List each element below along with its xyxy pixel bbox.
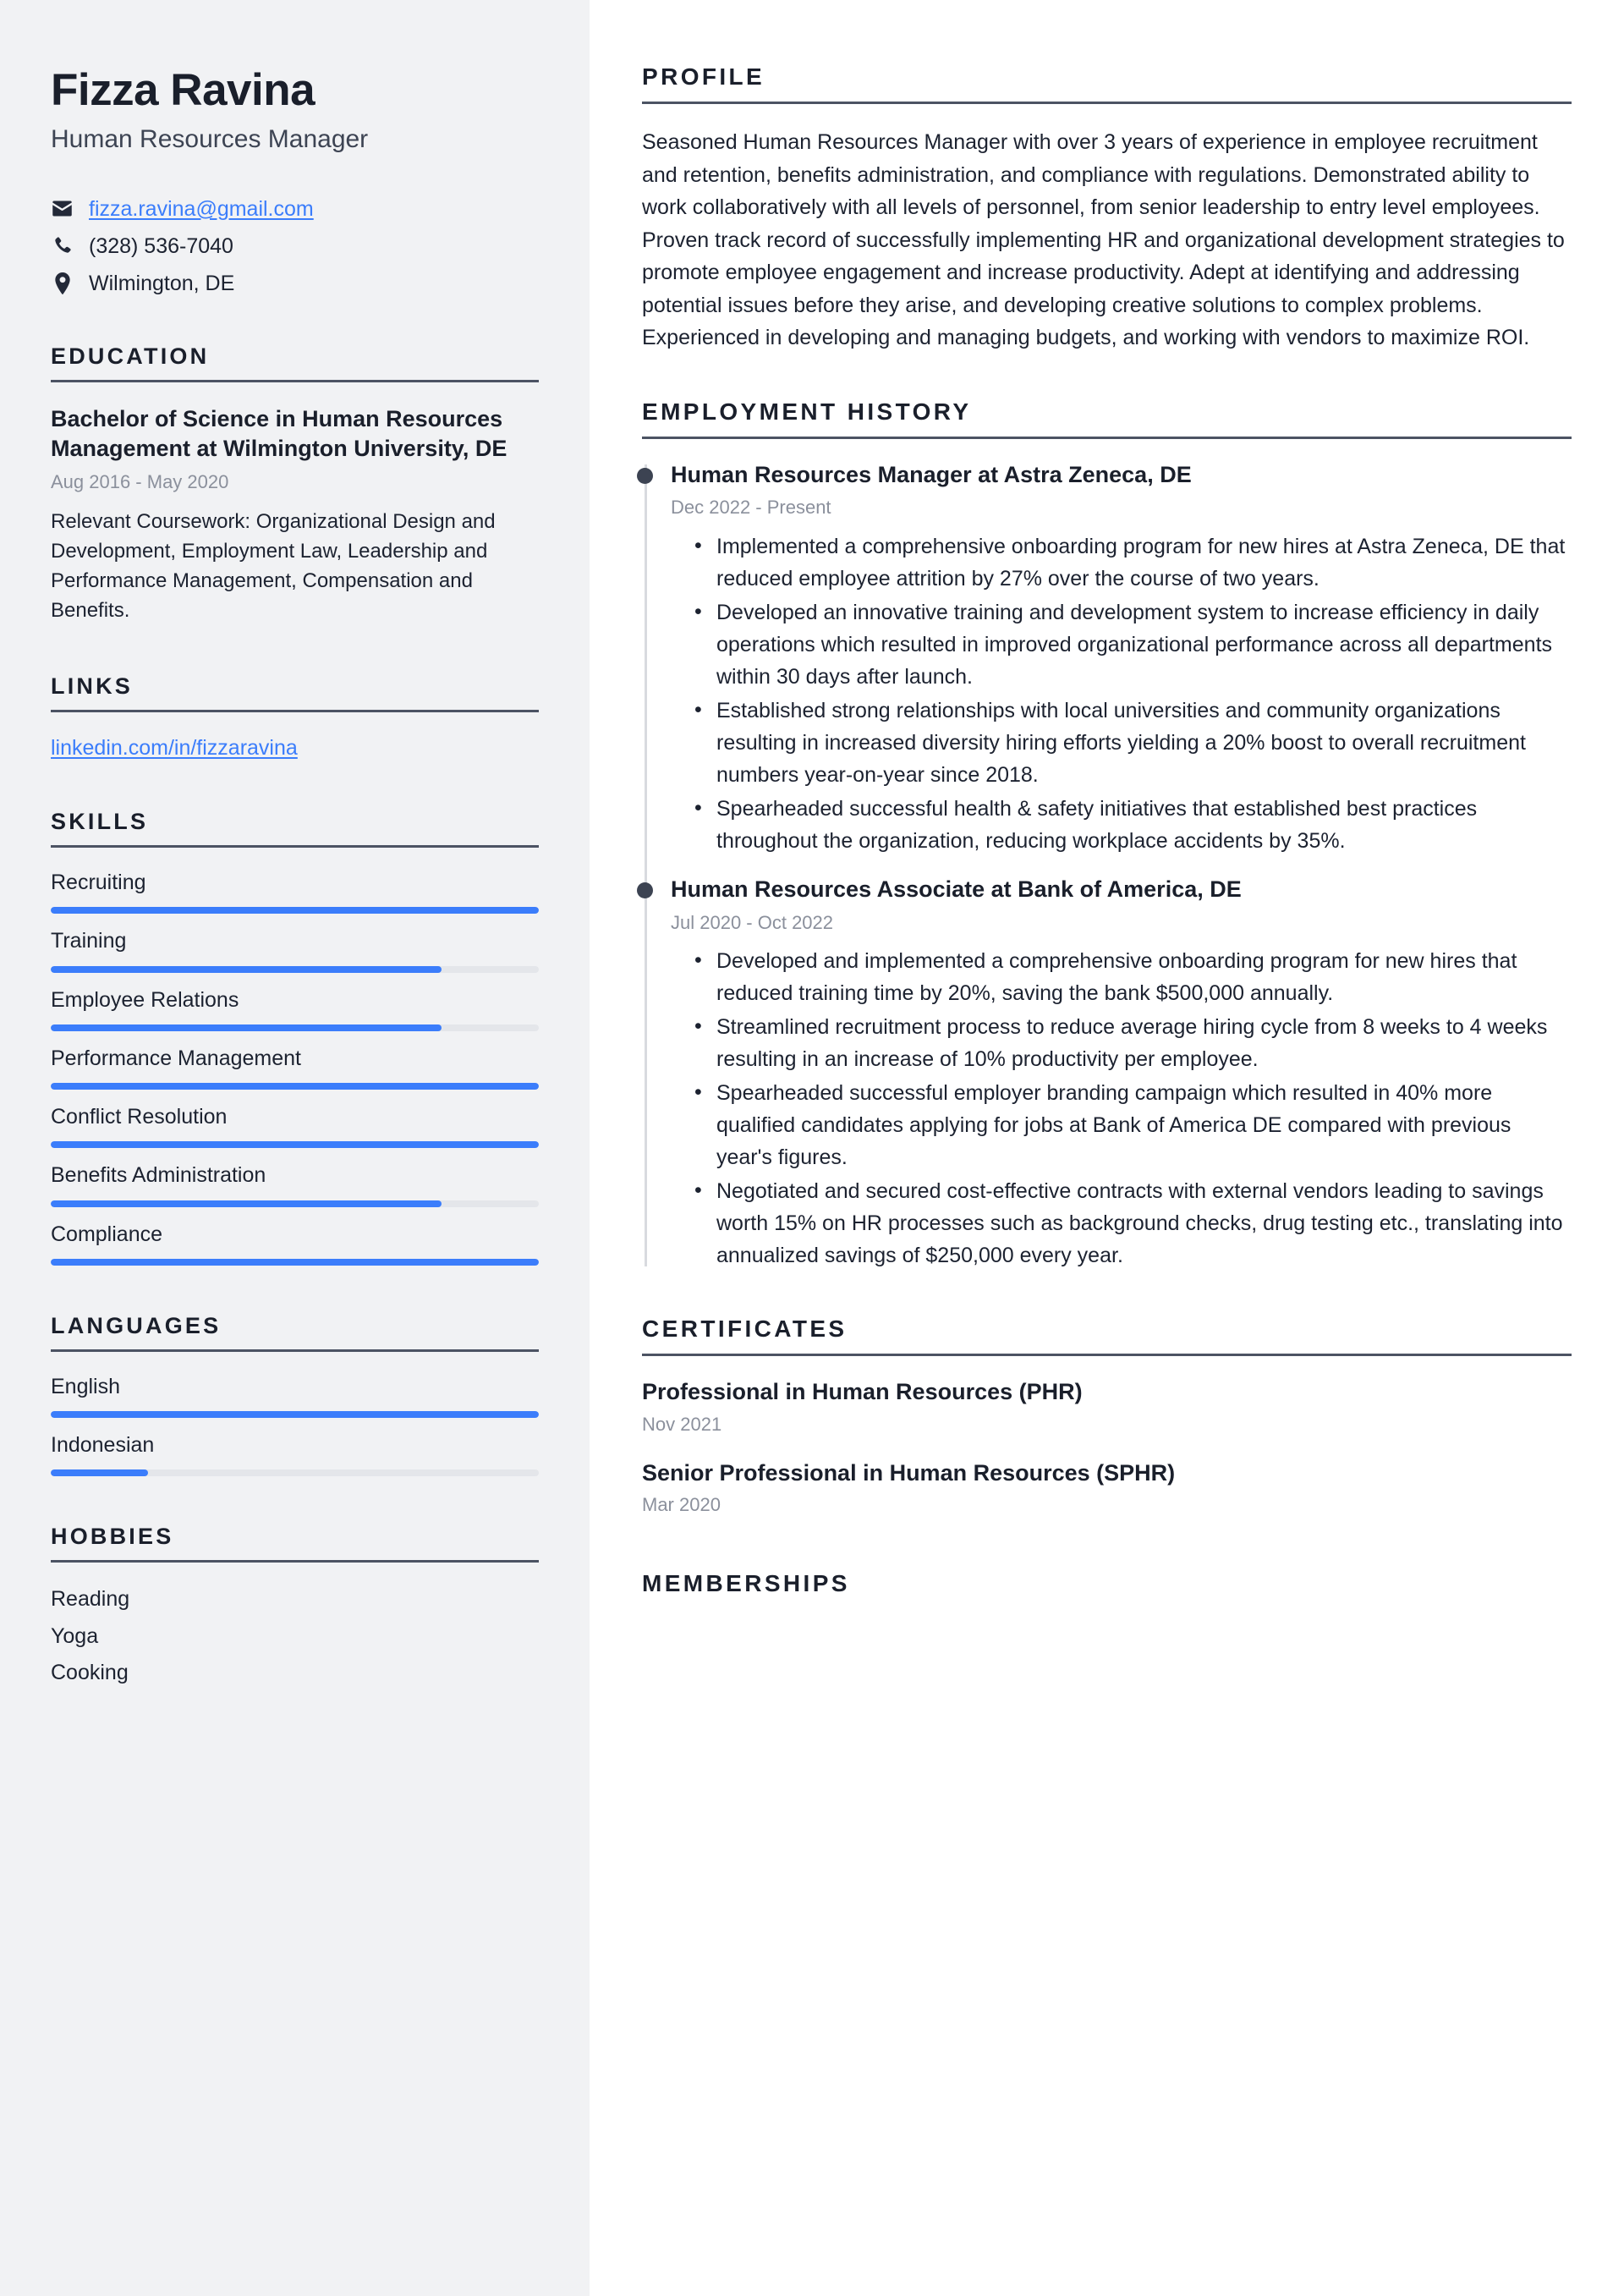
phone-icon (51, 234, 74, 257)
language-progress-track (51, 1469, 539, 1476)
skill-progress-fill (51, 1141, 539, 1148)
section-divider (51, 845, 539, 848)
certificate-item (642, 1378, 1572, 1436)
certificates-section (642, 1316, 1572, 1518)
language-item (51, 1374, 539, 1418)
skill-label: Benefits Administration (51, 1163, 266, 1188)
job-title: Human Resources Associate at Bank of America, DE (671, 876, 1242, 902)
main-content (590, 0, 1624, 2296)
skill-label: Employee Relations (51, 987, 239, 1012)
contact-email-row[interactable] (51, 196, 539, 222)
envelope-icon (51, 197, 74, 220)
certificate-item (642, 1459, 1572, 1518)
certificates-list (642, 1378, 1572, 1518)
skill-progress-track (51, 1083, 539, 1090)
skill-progress-fill (51, 907, 539, 914)
section-divider (51, 1349, 539, 1352)
skill-item (51, 928, 539, 972)
skill-item (51, 1104, 539, 1148)
skills-section (51, 809, 539, 1266)
job-date: Dec 2022 - Present (671, 497, 831, 519)
skill-item (51, 870, 539, 914)
education-item (51, 404, 539, 626)
skill-label: Compliance (51, 1222, 163, 1246)
employment-section (642, 398, 1572, 1272)
skills-heading: SKILLS (51, 809, 149, 835)
employment-timeline (642, 461, 1572, 1272)
skill-progress-fill (51, 1083, 539, 1090)
skill-label: Conflict Resolution (51, 1105, 228, 1129)
sidebar (0, 0, 590, 2296)
profile-heading: PROFILE (642, 63, 765, 90)
hobby-item: Yoga (51, 1623, 99, 1648)
job-bullet: • Developed an innovative training and development system to increase efficiency in daily operations which resulted in improved organizational performance across all departments within 30 days after launch. (716, 596, 1572, 693)
skill-progress-track (51, 1024, 539, 1031)
job-bullet: • Spearheaded successful employer branding campaign which resulted in 40% more qualified candidates applying for jobs at Bank of America DE compared with previous year's figures. (716, 1077, 1572, 1173)
candidate-name: Fizza Ravina (51, 65, 315, 115)
map-pin-icon (51, 272, 74, 294)
hobbies-section (51, 1524, 539, 1688)
certificate-title: Senior Professional in Human Resources (SPHR) (642, 1459, 1176, 1486)
languages-section (51, 1313, 539, 1477)
timeline-dot-icon (637, 468, 653, 484)
job-bullet: • Streamlined recruitment process to reduce average hiring cycle from 8 weeks to 4 weeks resulting in an increase of 10% productivity per employee. (716, 1011, 1572, 1075)
languages-heading: LANGUAGES (51, 1312, 222, 1338)
hobbies-heading: HOBBIES (51, 1524, 174, 1550)
contact-location-row (51, 271, 539, 296)
job-bullet: • Implemented a comprehensive onboarding program for new hires at Astra Zeneca, DE that reduced employee attrition by 27% over the course of two years. (716, 530, 1572, 595)
language-progress-track (51, 1411, 539, 1418)
memberships-section (642, 1570, 1572, 1608)
language-progress-fill (51, 1411, 539, 1418)
skill-item (51, 987, 539, 1031)
hobbies-list (51, 1585, 539, 1688)
languages-list (51, 1374, 539, 1477)
education-heading: EDUCATION (51, 343, 210, 369)
job-bullet: • Developed and implemented a comprehensive onboarding program for new hires that reduced training time by 20%, saving the bank $500,000 annually. (716, 945, 1572, 1009)
language-progress-fill (51, 1469, 148, 1476)
links-heading: LINKS (51, 673, 133, 699)
contact-phone-row (51, 233, 539, 259)
skill-progress-fill (51, 1200, 442, 1207)
links-section (51, 673, 539, 762)
skill-progress-track (51, 1200, 539, 1207)
email-text[interactable]: fizza.ravina@gmail.com (89, 196, 314, 221)
skill-progress-fill (51, 1259, 539, 1266)
contact-list (51, 196, 539, 296)
phone-text: (328) 536-7040 (89, 233, 233, 258)
job-bullet-list (671, 945, 1572, 1272)
section-divider (51, 380, 539, 382)
section-divider (642, 437, 1572, 439)
profile-text: Seasoned Human Resources Manager with over 3 years of experience in employee recruitment and retention, benefits administration, and compliance with regulations. Demonstrated ability to work collaboratively with all levels of personnel, from senior leadership to entry level employees. Proven track record of successfully implementing HR and organizational development strategies to promote employee engagement and increase productivity. Adept at identifying and addressing potential issues before they arise, and developing creative solutions to complex problems. Experienced in developing and managing budgets, and working with vendors to maximize ROI. (642, 130, 1565, 349)
job-date: Jul 2020 - Oct 2022 (671, 911, 834, 933)
certificate-date: Mar 2020 (642, 1494, 721, 1516)
language-label: English (51, 1374, 120, 1398)
section-divider (642, 102, 1572, 104)
section-divider (51, 710, 539, 712)
job-bullet: • Negotiated and secured cost-effective contracts with external vendors leading to savings worth 15% on HR processes such as background checks, drug testing etc., translating into annualized savings of $250,000 every year. (716, 1175, 1572, 1272)
skill-item (51, 1046, 539, 1090)
skill-item (51, 1222, 539, 1266)
timeline-dot-icon (637, 882, 653, 898)
skill-progress-fill (51, 966, 442, 973)
skill-label: Recruiting (51, 871, 146, 895)
job-bullet-list (671, 530, 1572, 857)
job-title: Human Resources Manager at Astra Zeneca, DE (671, 461, 1192, 487)
education-section (51, 343, 539, 626)
employment-heading: EMPLOYMENT HISTORY (642, 398, 972, 425)
memberships-heading: MEMBERSHIPS (642, 1569, 850, 1596)
skill-progress-track (51, 1141, 539, 1148)
certificate-title: Professional in Human Resources (PHR) (642, 1379, 1083, 1405)
skill-label: Performance Management (51, 1046, 301, 1070)
section-divider (51, 1560, 539, 1563)
certificates-heading: CERTIFICATES (642, 1316, 848, 1343)
location-text: Wilmington, DE (89, 271, 235, 295)
job-bullet: • Spearheaded successful health & safety initiatives that established best practices throughout the organization, reducing workplace accidents by 35%. (716, 793, 1572, 857)
language-item (51, 1432, 539, 1476)
skill-progress-fill (51, 1024, 442, 1031)
hobby-item: Reading (51, 1587, 130, 1612)
section-divider (642, 1354, 1572, 1356)
skill-item (51, 1162, 539, 1206)
education-title: Bachelor of Science in Human Resources Management at Wilmington University, DE (51, 405, 508, 462)
skill-label: Training (51, 929, 127, 953)
hobby-item: Cooking (51, 1661, 129, 1685)
link-item-linkedin[interactable]: linkedin.com/in/fizzaravina (51, 735, 298, 760)
certificate-date: Nov 2021 (642, 1413, 722, 1435)
skill-progress-track (51, 1259, 539, 1266)
language-label: Indonesian (51, 1433, 155, 1458)
employment-entry (671, 461, 1572, 857)
profile-section (642, 63, 1572, 354)
skill-progress-track (51, 907, 539, 914)
skills-list (51, 870, 539, 1266)
skill-progress-track (51, 966, 539, 973)
education-date: Aug 2016 - May 2020 (51, 471, 229, 493)
candidate-role: Human Resources Manager (51, 125, 369, 154)
education-description: Relevant Coursework: Organizational Design and Development, Employment Law, Leadership and Performance Management, Compensation and Benefits. (51, 509, 496, 623)
job-bullet: • Established strong relationships with local universities and community organizations resulting in increased diversity hiring efforts yielding a 20% boost to overall recruitment numbers year-on-year since 2018. (716, 695, 1572, 791)
employment-entry (671, 876, 1572, 1272)
